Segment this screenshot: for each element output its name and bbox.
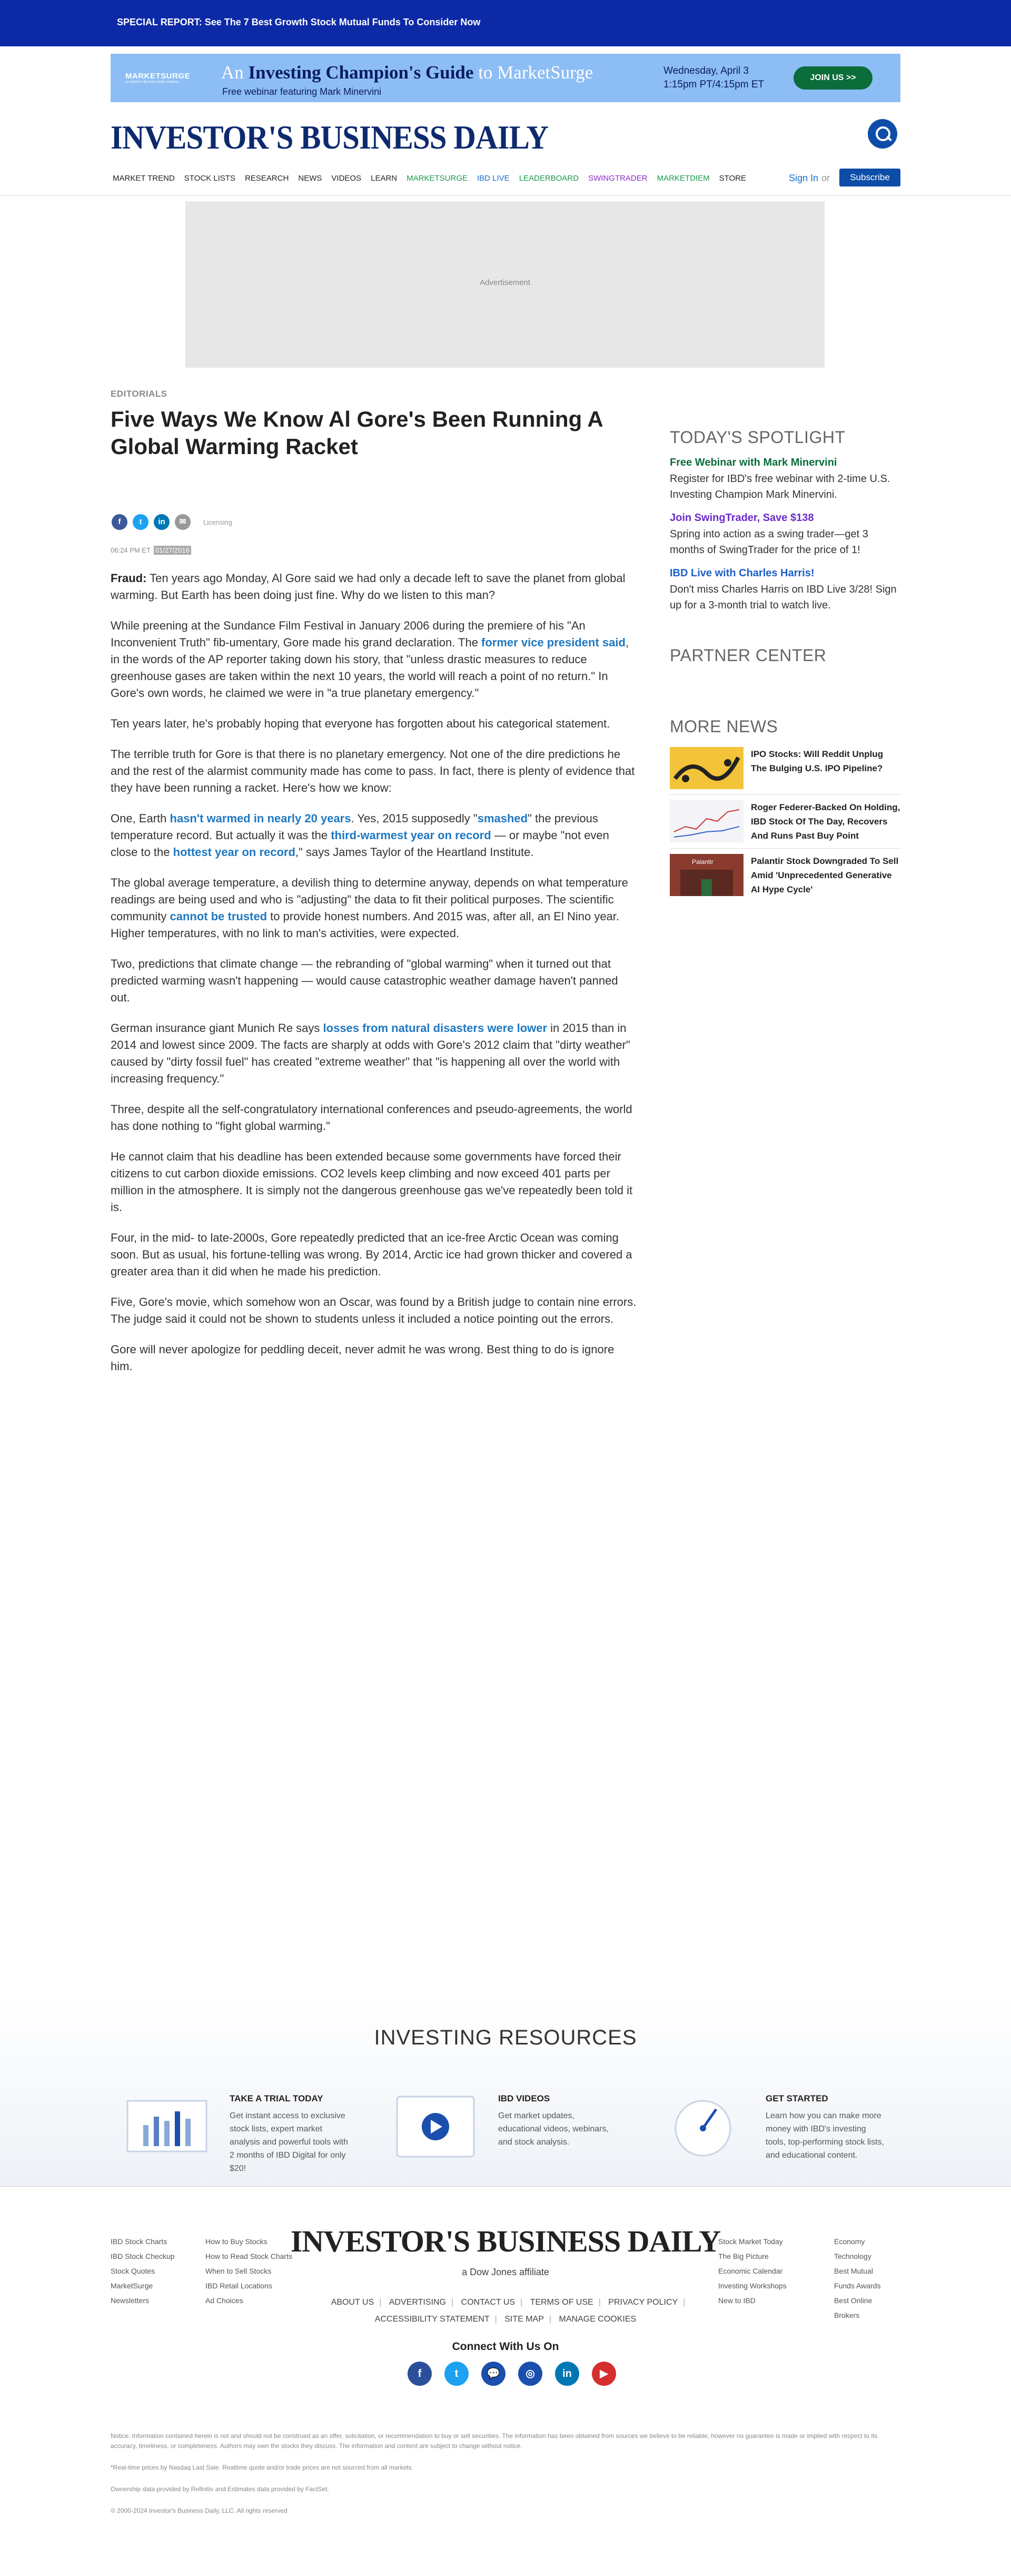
nav-store[interactable]: STORE (719, 174, 746, 183)
legal-text: Notice: Information contained herein is not and should not be construed as an offer, solicitation, or recommendation to buy or sell securities. The information has been obtained from sources we believe to be reliable; however no guarantee is made or implied with respect to its accuracy, timeliness, or completeness. Authors may own the stocks they discuss. The information and content are subject to change without notice. (111, 2432, 878, 2450)
legal-text: Ownership data provided by Refinitiv and Estimates data provided by FactSet. (111, 2485, 329, 2493)
paragraph: Two, predictions that climate change — the rebranding of "global warming" when it turned out that predicted warming wasn't happening — would cause catastrophic weather damage haven't panned out. (111, 957, 618, 1004)
news-item[interactable] (670, 795, 901, 849)
inline-link[interactable]: cannot be trusted (170, 910, 267, 923)
news-thumbnail[interactable] (670, 800, 744, 842)
news-item[interactable] (670, 742, 901, 795)
footer-link[interactable]: IBD Stock Charts (111, 2237, 167, 2246)
footer-contact-link[interactable]: CONTACT US (461, 2298, 516, 2307)
footer-link[interactable]: Economic Calendar (718, 2267, 783, 2275)
inline-link[interactable]: hasn't warmed in nearly 20 years (170, 812, 351, 825)
ibd-logo[interactable]: INVESTOR'S BUSINESS DAILY (111, 119, 549, 156)
dow-jones-affiliate: a Dow Jones affiliate (462, 2267, 549, 2277)
nav-leaderboard[interactable]: LEADERBOARD (519, 174, 579, 183)
ipo-chart-image (670, 747, 744, 789)
news-headline[interactable]: Palantir Stock Downgraded To Sell Amid 'Unprecedented Generative AI Hype Cycle' (751, 856, 899, 894)
spotlight-item[interactable] (670, 567, 901, 613)
twitter-icon[interactable]: t (444, 2362, 469, 2386)
footer-link[interactable]: MarketSurge (111, 2282, 153, 2290)
webinar-promo-banner[interactable] (111, 54, 900, 102)
paragraph: Three, despite all the self-congratulatory international conferences and pseudo-agreements, the world has done nothing to "fight global warming." (111, 1103, 632, 1133)
special-report-text[interactable]: SPECIAL REPORT: See The 7 Best Growth Stock Mutual Funds To Consider Now (117, 17, 481, 27)
instagram-icon[interactable]: ◎ (518, 2362, 542, 2386)
facebook-share-icon[interactable]: f (112, 514, 127, 530)
special-report-banner[interactable] (0, 0, 1011, 46)
masthead (0, 102, 1011, 196)
inline-link[interactable]: third-warmest year on record (331, 829, 491, 842)
youtube-icon[interactable]: ▶ (592, 2362, 616, 2386)
resource-desc: Get instant access to exclusive stock lists, expert market analysis and powerful tools with 2 months of IBD Digital for only $20! (230, 2111, 349, 2173)
nav-videos[interactable]: VIDEOS (331, 174, 362, 183)
sidebar (670, 428, 901, 902)
resource-title[interactable]: TAKE A TRIAL TODAY (230, 2093, 323, 2103)
footer-links: ABOUT US | ADVERTISING | CONTACT US | TERMS OF USE | PRIVACY POLICY | ACCESSIBILITY STATEMENT | SITE MAP | MANAGE COOKIES (331, 2298, 686, 2324)
social-links (408, 2362, 616, 2386)
promo-subtitle: Free webinar featuring Mark Minervini (222, 86, 382, 97)
footer-link[interactable]: When to Sell Stocks (205, 2267, 272, 2275)
gauge-icon (658, 2093, 748, 2160)
promo-headline: An Investing Champion's Guide to MarketSurge (221, 62, 593, 83)
nav-market-trend[interactable]: MARKET TREND (113, 174, 175, 183)
paragraph: The terrible truth for Gore is that there is no planetary emergency. Not one of the dire predictions he and the rest of the alarmist community made has come to pass. In fact, there is plenty of evidence that they have been running a racket. Here's how we know: (111, 748, 635, 794)
article-body (111, 570, 637, 1389)
news-headline[interactable]: IPO Stocks: Will Reddit Unplug The Bulging U.S. IPO Pipeline? (751, 749, 884, 773)
search-icon[interactable] (868, 119, 897, 149)
spotlight-title[interactable]: Join SwingTrader, Save $138 (670, 512, 814, 524)
paragraph: One, Earth hasn't warmed in nearly 20 years. Yes, 2015 supposedly "smashed" the previous temperature record. But actually it was the third-warmest year on record — or maybe "not even close to the hottest year on record," says James Taylor of the Heartland Institute. (111, 812, 609, 859)
footer (0, 2186, 1011, 2576)
footer-sitemap-link[interactable]: SITE MAP (504, 2315, 544, 2324)
linkedin-share-icon[interactable]: in (154, 514, 170, 530)
resource-desc: Get market updates, educational videos, webinars, and stock analysis. (498, 2111, 609, 2147)
video-play-icon (391, 2093, 480, 2160)
footer-link[interactable]: Newsletters (111, 2296, 150, 2305)
chart-screen-icon (122, 2093, 212, 2160)
inline-link[interactable]: former vice president said (481, 636, 626, 649)
palantir-sign: Palantir (692, 858, 713, 866)
resources-title: INVESTING RESOURCES (374, 2026, 637, 2049)
paragraph: He cannot claim that his deadline has been extended because some governments have forced their citizens to cut carbon dioxide emissions. CO2 levels keep climbing and now exceed 401 parts per million in the atmosphere. It is simply not the dangerous greenhouse gas we've repeatedly been told it is. (111, 1150, 633, 1214)
footer-link[interactable]: Economy (834, 2237, 865, 2246)
connect-heading: Connect With Us On (452, 2341, 559, 2353)
spotlight-desc: Spring into action as a swing trader—get 3 months of SwingTrader for the price of 1! (670, 528, 868, 556)
twitter-share-icon[interactable]: t (133, 514, 148, 530)
nav-learn[interactable]: LEARN (371, 174, 398, 183)
paragraph: Gore will never apologize for peddling deceit, never admit he was wrong. Best thing to do is ignore him. (111, 1343, 614, 1373)
ad-label: Advertisement (480, 278, 530, 287)
spotlight-item[interactable] (670, 457, 901, 503)
footer-accessibility-link[interactable]: ACCESSIBILITY STATEMENT (374, 2315, 490, 2324)
footer-link[interactable]: How to Read Stock Charts (205, 2252, 292, 2260)
footer-link[interactable]: Ad Choices (205, 2296, 243, 2305)
copyright: © 2000-2024 Investor's Business Daily, LLC. All rights reserved (111, 2507, 288, 2514)
paragraph: German insurance giant Munich Re says losses from natural disasters were lower in 2015 than in 2014 and lowest since 2009. The facts are sharply at odds with Gore's 2012 claim that "dirty weather" caused by "dirty fossil fuel" has created "extreme weather" that "is happening all over the world with increasing frequency." (111, 1021, 630, 1085)
spotlight-title[interactable]: Free Webinar with Mark Minervini (670, 457, 837, 468)
marketsurge-logo: MARKETSURGE an Investor's Business Daily company (125, 72, 191, 84)
inline-link[interactable]: losses from natural disasters were lower (323, 1021, 548, 1035)
join-us-button[interactable]: JOIN US >> (794, 66, 873, 90)
partner-center-heading: PARTNER CENTER (670, 646, 827, 665)
footer-link[interactable]: Best Online Brokers (834, 2296, 873, 2319)
stock-chart-image (670, 800, 744, 842)
paragraph: Ten years later, he's probably hoping that everyone has forgotten about his categorical statement. (111, 717, 610, 730)
news-headline[interactable]: Roger Federer-Backed On Holding, IBD Stock Of The Day, Recovers And Runs Past Buy Point (751, 802, 900, 841)
legal-text: *Real-time prices by Nasdaq Last Sale. Realtime quote and/or trade prices are not sourced from all markets. (111, 2464, 413, 2471)
inline-link[interactable]: smashed (477, 812, 528, 825)
nav-research[interactable]: RESEARCH (245, 174, 289, 183)
more-news-heading: MORE NEWS (670, 717, 778, 736)
facebook-icon[interactable]: f (408, 2362, 432, 2386)
spotlight-title[interactable]: IBD Live with Charles Harris! (670, 567, 815, 579)
paragraph: The global average temperature, a devilish thing to determine anyway, depends on what temperature readings are being used and who is "adjusting" the data to fit their political purposes. The scientific community cannot be trusted to provide honest numbers. And 2015 was, after all, an El Nino year. Higher temperatures, with no link to man's activities, were expected. (111, 876, 628, 940)
nav-news[interactable]: NEWS (298, 174, 322, 183)
share-bar (112, 514, 232, 530)
spotlight-desc: Register for IBD's free webinar with 2-time U.S. Investing Champion Mark Minervini. (670, 473, 890, 500)
footer-link[interactable]: The Big Picture (718, 2252, 769, 2260)
legal-notice (111, 2431, 900, 2528)
paragraph: While preening at the Sundance Film Festival in January 2006 during the premiere of his "An Inconvenient Truth" fib-umentary, Gore made his grand declaration. The former vice president said, in the words of the AP reporter taking down his story, that "unless drastic measures to reduce greenhouse gases are taken within the next 10 years, the world will reach a point of no return." In Gore's own words, he claimed we were in "a true planetary emergency." (111, 619, 629, 700)
email-share-icon[interactable]: ✉ (175, 514, 191, 530)
nav-stock-lists[interactable]: STOCK LISTS (184, 174, 236, 183)
subscribe-button[interactable]: Subscribe (839, 169, 900, 186)
news-item[interactable] (670, 849, 901, 902)
nav-marketdiem[interactable]: MARKETDIEM (657, 174, 710, 183)
footer-link[interactable]: Technology (834, 2252, 871, 2260)
article-timestamp: 06:24 PM ET 01/27/2016 (111, 546, 191, 554)
licensing-link[interactable]: Licensing (203, 518, 232, 526)
footer-link[interactable]: IBD Retail Locations (205, 2282, 272, 2290)
nav-swingtrader[interactable]: SWINGTRADER (588, 174, 648, 183)
nav-ibd-live[interactable]: IBD LIVE (477, 174, 510, 183)
chat-icon[interactable]: 💬 (481, 2362, 506, 2386)
footer-link[interactable]: New to IBD (718, 2296, 756, 2305)
footer-link[interactable]: IBD Stock Checkup (111, 2252, 175, 2260)
footer-logo[interactable]: INVESTOR'S BUSINESS DAILY (290, 2224, 721, 2258)
resource-title[interactable]: GET STARTED (766, 2093, 828, 2103)
linkedin-icon[interactable]: in (555, 2362, 579, 2386)
nav-marketsurge[interactable]: MARKETSURGE (407, 174, 468, 183)
footer-link[interactable]: Stock Market Today (718, 2237, 783, 2246)
promo-date: Wednesday, April 3 1:15pm PT/4:15pm ET (663, 65, 765, 90)
footer-link[interactable]: Stock Quotes (111, 2267, 155, 2275)
article-category[interactable]: EDITORIALS (111, 389, 167, 399)
footer-link[interactable]: How to Buy Stocks (205, 2237, 267, 2246)
paragraph: Five, Gore's movie, which somehow won an Oscar, was found by a British judge to contain nine errors. The judge said it could not be shown to students unless it included a notice pointing out the errors. (111, 1295, 637, 1325)
spotlight-item[interactable] (670, 512, 901, 558)
footer-privacy-link[interactable]: PRIVACY POLICY (608, 2298, 678, 2307)
main-nav (113, 174, 746, 183)
resource-desc: Learn how you can make more money with IBD's investing tools, top-performing stock lists, and educational content. (766, 2111, 884, 2160)
advertisement[interactable] (185, 201, 825, 368)
footer-terms-link[interactable]: TERMS OF USE (530, 2298, 593, 2307)
resource-title[interactable]: IBD VIDEOS (498, 2093, 550, 2103)
footer-advertising-link[interactable]: ADVERTISING (389, 2298, 446, 2307)
spotlight-desc: Don't miss Charles Harris on IBD Live 3/28! Sign up for a 3-month trial to watch live. (670, 584, 897, 611)
news-thumbnail[interactable] (670, 747, 744, 789)
sign-in-link[interactable]: Sign In or (789, 173, 830, 183)
footer-link[interactable]: Investing Workshops (718, 2282, 787, 2290)
footer-link[interactable]: Best Mutual Funds Awards (834, 2267, 881, 2290)
inline-link[interactable]: hottest year on record (173, 845, 295, 859)
footer-cookies-link[interactable]: MANAGE COOKIES (559, 2315, 637, 2324)
investing-resources (0, 1997, 1011, 2186)
news-thumbnail[interactable] (670, 854, 744, 896)
paragraph: Fraud: Ten years ago Monday, Al Gore said we had only a decade left to save the planet from global warming. But Earth has been doing just fine. Why do we listen to this man? (111, 572, 626, 602)
spotlight-heading: TODAY'S SPOTLIGHT (670, 428, 846, 447)
footer-about-link[interactable]: ABOUT US (331, 2298, 374, 2307)
article-title: Five Ways We Know Al Gore's Been Running A Global Warming Racket (111, 407, 603, 459)
paragraph: Four, in the mid- to late-2000s, Gore repeatedly predicted that an ice-free Arctic Ocean was coming soon. But as usual, his fortune-telling was wrong. By 2014, Arctic ice had grown thicker and covered a greater area than it did when he made his prediction. (111, 1231, 632, 1278)
